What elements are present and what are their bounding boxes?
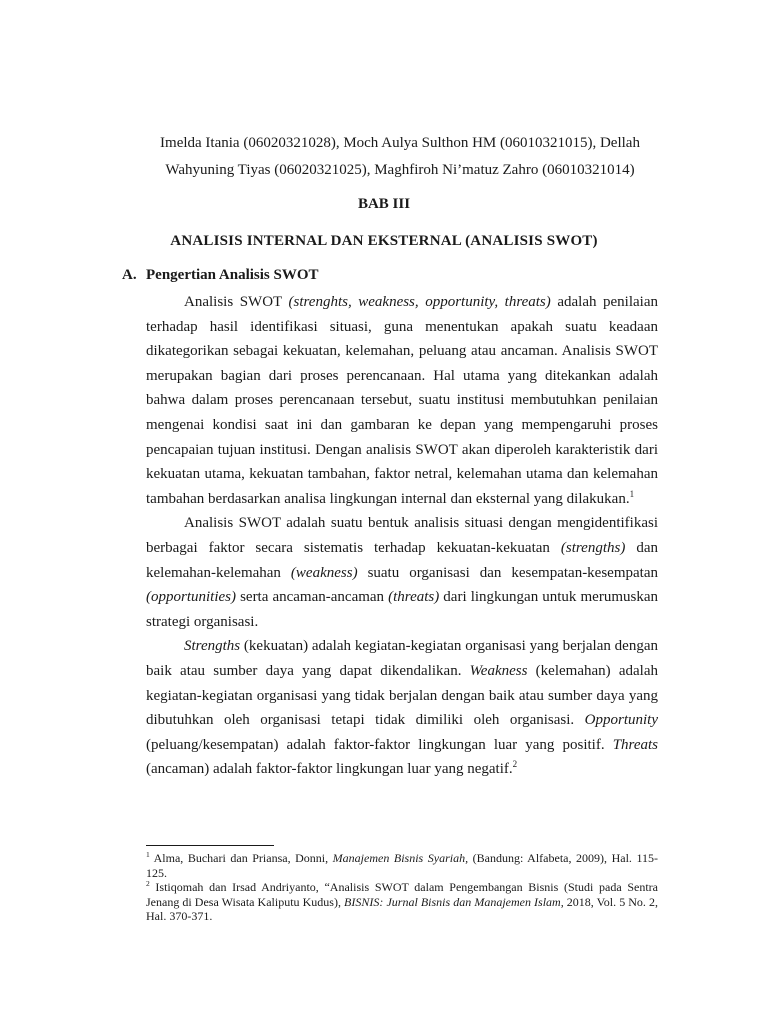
text-run: (kelemahan) adalah kegiatan-kegiatan organisasi yang tidak berjalan dengan baik atau sumber daya yang dibutuhkan oleh organisasi tetapi tidak dimiliki oleh organisasi. — [146, 662, 658, 729]
italic-run: Opportunity — [584, 712, 658, 729]
footnote-number: 1 — [146, 850, 150, 859]
footnotes — [146, 851, 658, 924]
text-run: (Bandung: Alfabeta, 2009), Hal. 115-125. — [146, 851, 659, 880]
italic-run: Threats — [612, 736, 658, 753]
italic-run: Strengths — [184, 638, 241, 655]
text-run: dari lingkungan untuk merumuskan strategi organisasi. — [146, 589, 658, 630]
text-run: (peluang/kesempatan) adalah faktor-faktor lingkungan luar yang positif. — [146, 736, 613, 753]
text-run: (ancaman) adalah faktor-faktor lingkungan luar yang negatif. — [146, 761, 513, 778]
text-run: Analisis SWOT — [184, 294, 289, 310]
footnote-ref-1: 1 — [629, 488, 635, 499]
footnote-2 — [146, 880, 658, 924]
paragraph-2 — [146, 511, 658, 634]
chapter-title: ANALISIS INTERNAL DAN EKSTERNAL (ANALISIS SWOT) — [170, 233, 598, 249]
footnote-number: 2 — [146, 879, 150, 888]
text-run: Alma, Buchari dan Priansa, Donni, — [149, 851, 333, 865]
italic-run: Weakness — [469, 662, 528, 679]
text-run: (kekuatan) adalah kegiatan-kegiatan organisasi yang berjalan dengan baik atau sumber daya yang dapat dikendalikan. — [146, 638, 658, 679]
text-run: Analisis SWOT adalah suatu bentuk analisis situasi dengan mengidentifikasi berbagai faktor secara sistematis terhadap kekuatan-kekuatan — [146, 515, 658, 556]
italic-run: (opportunities) — [146, 589, 236, 606]
text-run: suatu organisasi dan kesempatan-kesempatan — [357, 564, 658, 581]
italic-run: (threats) — [388, 589, 440, 606]
section-heading — [122, 267, 319, 284]
footnote-ref-2: 2 — [512, 759, 518, 770]
footnote-1 — [146, 851, 658, 880]
paragraph-3 — [146, 634, 658, 782]
footnote-separator — [146, 845, 274, 846]
author-line-2: Wahyuning Tiyas (06020321025), Maghfiroh Ni’matuz Zahro (06010321014) — [165, 162, 635, 178]
text-run: dan kelemahan-kelemahan — [146, 539, 658, 581]
text-run: Istiqomah dan Irsad Andriyanto, “Analisis SWOT dalam Pengembangan Bisnis (Studi pada Sentra Jenang di Desa Wisata Kaliputu Kudus), — [146, 880, 658, 909]
author-list — [140, 130, 660, 184]
text-run: 2018, Vol. 5 No. 2, Hal. 370-371. — [146, 894, 659, 923]
text-run: adalah penilaian terhadap hasil identifikasi situasi, guna menentukan apakah suatu keadaan dikategorikan sebagai kekuatan, kelemahan, peluang atau ancaman. Analisis SWOT merupakan bagian dari proses perencanaan. Hal utama yang ditekankan adalah bahwa dalam proses perencanaan tersebut, suatu institusi membutuhkan penilaian mengenai kondisi saat ini dan gambaran ke depan yang mempengaruhi proses pencapaian tujuan institusi. Dengan analisis SWOT akan diperoleh karakteristik dari kekuatan utama, kekuatan tambahan, faktor netral, kelemahan utama dan kelemahan tambahan berdasarkan analisa lingkungan internal dan eksternal yang dilakukan. — [146, 294, 658, 507]
section-title: Pengertian Analisis SWOT — [146, 267, 319, 283]
section-number: A. — [122, 267, 137, 283]
text-run: serta ancaman-ancaman — [236, 589, 389, 606]
italic-run: Manajemen Bisnis Syariah, — [332, 851, 469, 865]
chapter-label: BAB III — [357, 196, 411, 212]
author-line-1: Imelda Itania (06020321028), Moch Aulya Sulthon HM (06010321015), Dellah — [160, 135, 640, 151]
italic-run: BISNIS: Jurnal Bisnis dan Manajemen Islam, — [344, 894, 564, 909]
paragraph-1 — [146, 290, 658, 511]
italic-run: (strenghts, weakness, opportunity, threats) — [288, 294, 551, 310]
body-text — [146, 290, 658, 782]
italic-run: (strengths) — [560, 539, 626, 556]
italic-run: (weakness) — [290, 564, 358, 581]
